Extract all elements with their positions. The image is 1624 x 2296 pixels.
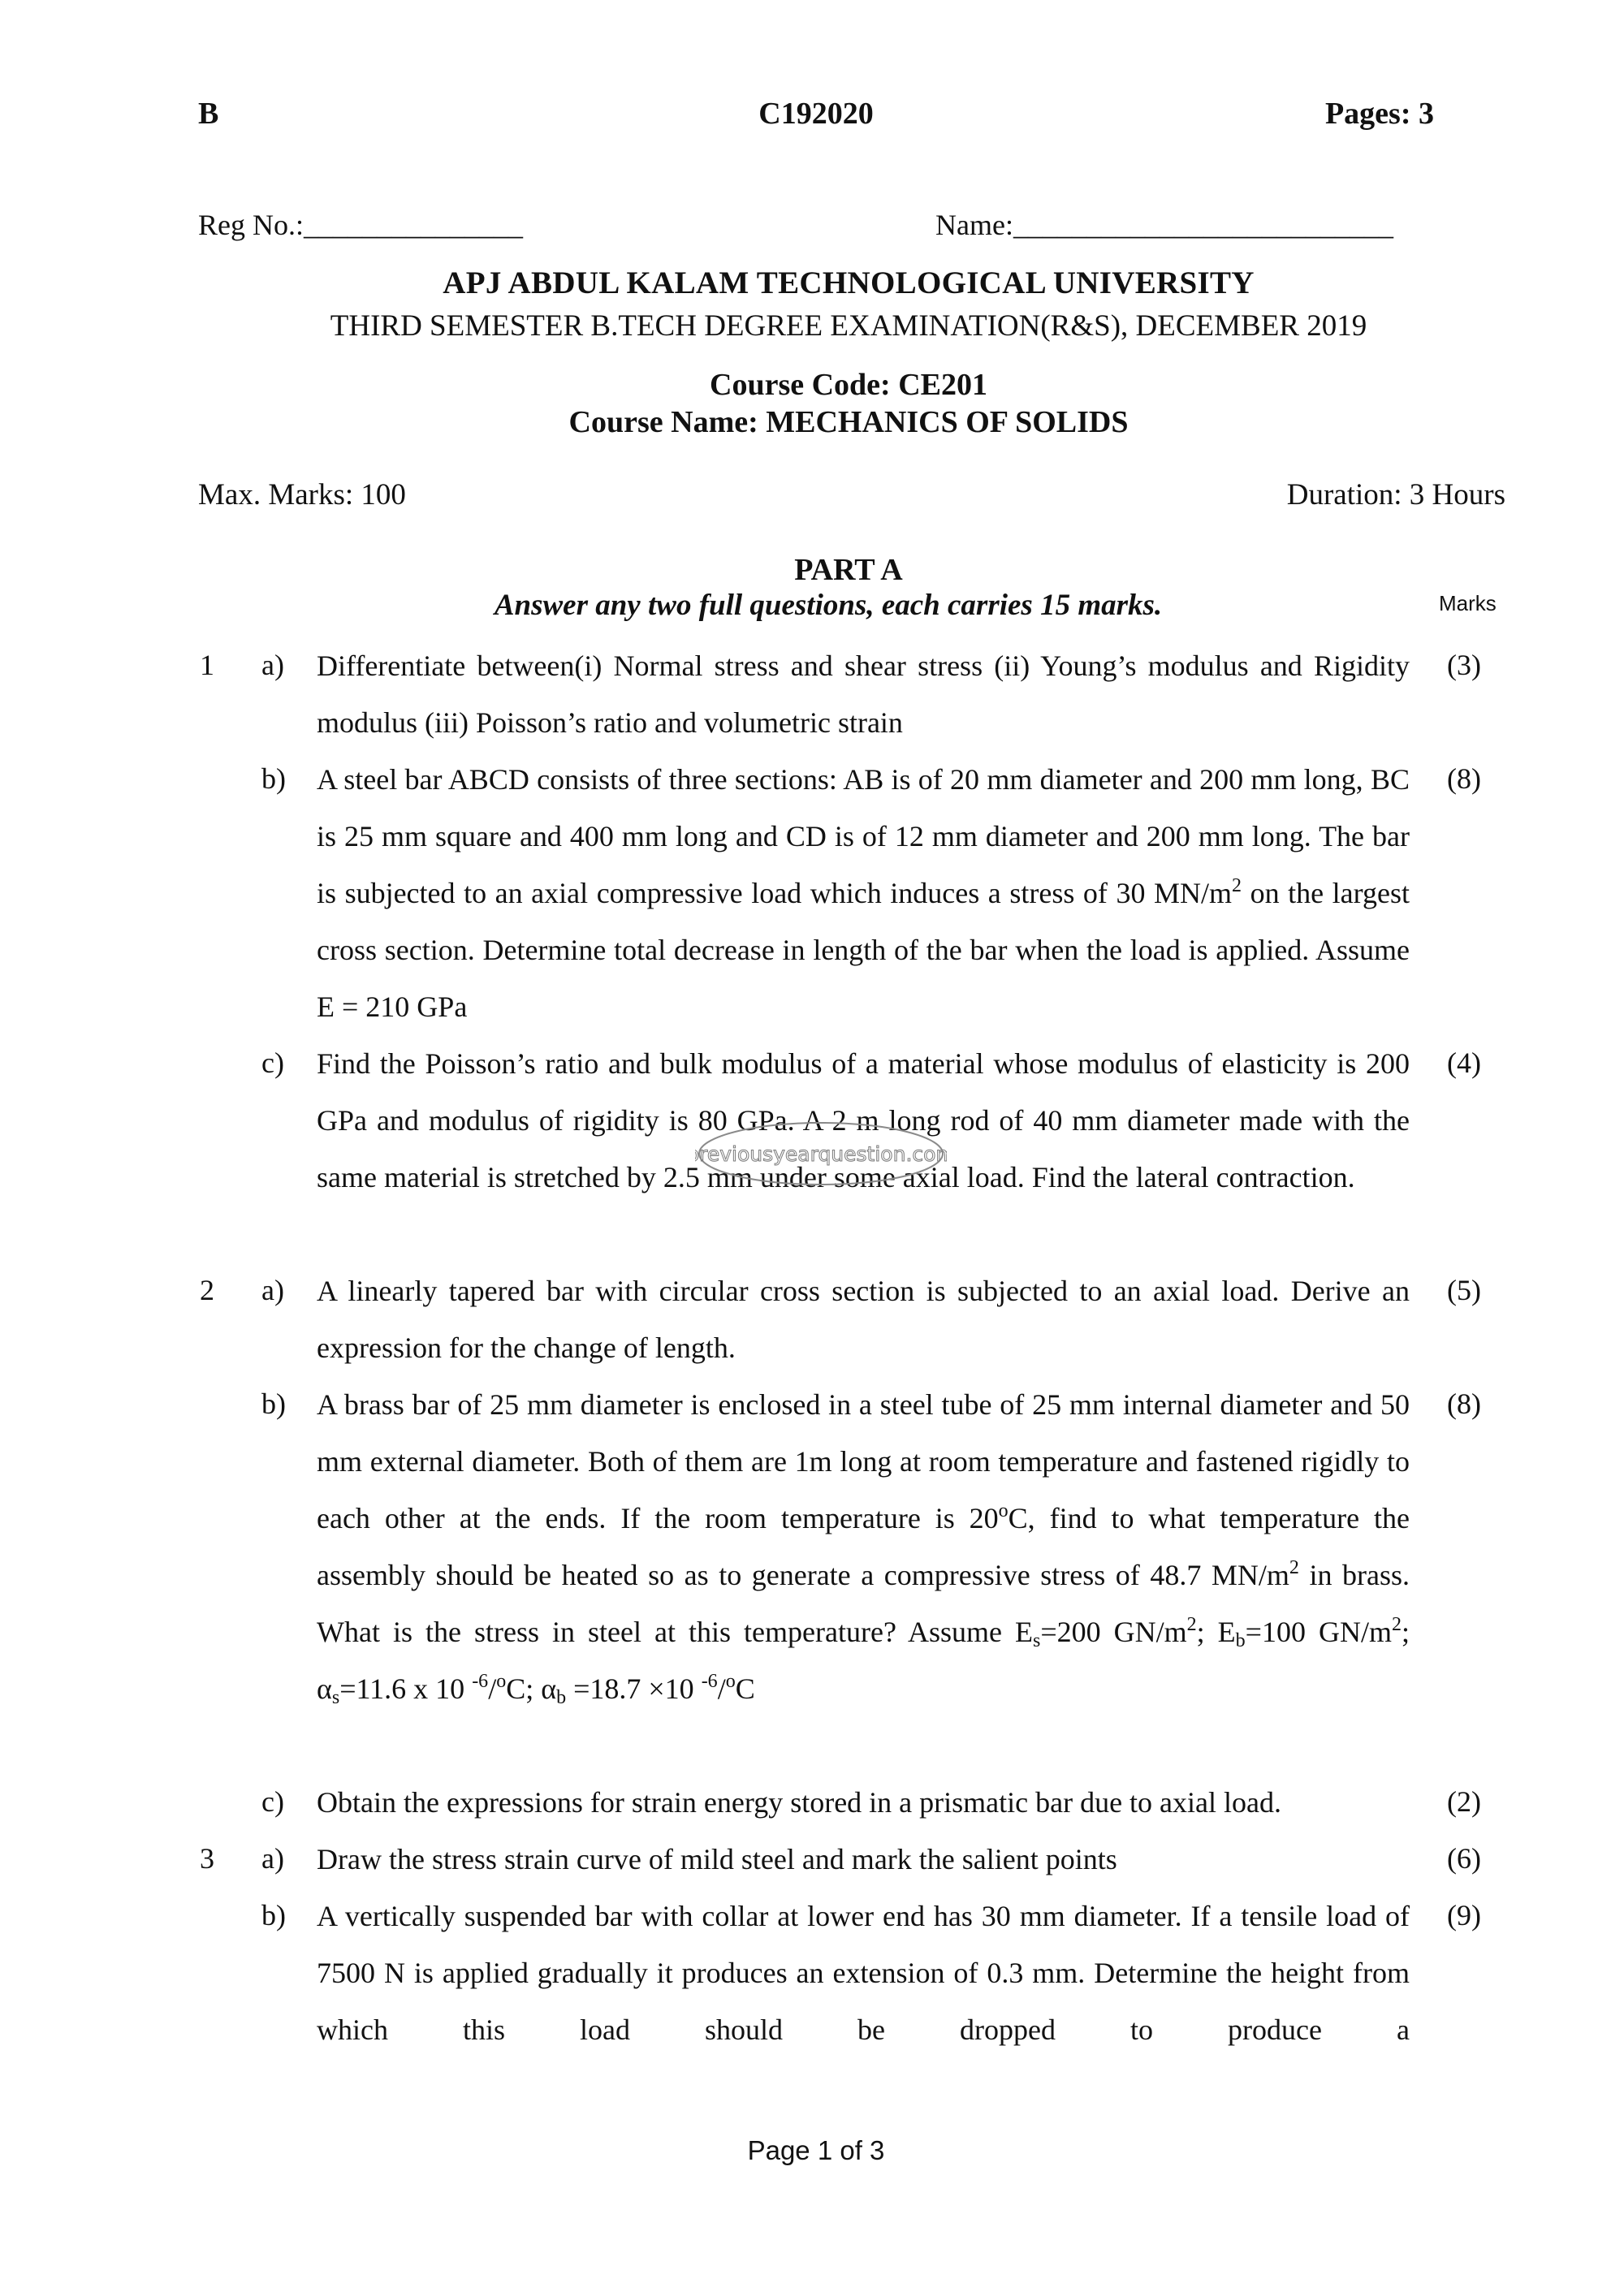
part-instruction: Answer any two full questions, each carries 15 marks.: [494, 589, 1163, 622]
page-footer: Page 1 of 3: [747, 2135, 885, 2165]
paper-code: C192020: [758, 97, 874, 131]
max-marks: Max. Marks: 100: [198, 478, 406, 511]
question-marks: (5): [1447, 1274, 1481, 1306]
watermark-logo: [695, 1117, 947, 1190]
part-title: PART A: [794, 553, 903, 587]
page-count: Pages: 3: [1324, 97, 1434, 131]
subquestion-letter: c): [261, 1785, 284, 1818]
question-number: 1: [200, 649, 214, 681]
reg-no-field: Reg No.:_______________: [198, 209, 523, 241]
course-code: Course Code: CE201: [710, 368, 987, 402]
question-text: Draw the stress strain curve of mild steel and mark the salient points: [317, 1843, 1117, 1875]
question-marks: (6): [1447, 1842, 1481, 1875]
paper-set: B: [198, 97, 219, 131]
question-text: Obtain the expressions for strain energy stored in a prismatic bar due to axial load.: [317, 1786, 1281, 1819]
exam-title: THIRD SEMESTER B.TECH DEGREE EXAMINATION(R&S), DECEMBER 2019: [330, 309, 1367, 343]
question-text: A linearly tapered bar with circular cross section is subjected to an axial load. Derive an expression for the change of length.: [317, 1275, 1410, 1364]
question-text: A brass bar of 25 mm diameter is enclosed in a steel tube of 25 mm internal diameter and 50 mm external diameter. Both of them are 1m long at room temperature and fastened rigidly to each other at the ends. If the room temperature is 20$^o$C, find to what temperature the assembly should be heated so as to generate a compressive stress of 48.7 $MN/m^2$ in brass. What is the stress in steel at this temperature? Assume $E_s=200$ $GN/m^2$; $E_b=100$ $GN/m^2$; $\alpha_s=11.6$ x 10 $^{-6}$/$^o$C; $\alpha_b =18.7 \times 10$ $^{-6}$/$^o$C: [317, 1388, 1410, 1708]
duration: Duration: 3 Hours: [1286, 478, 1505, 511]
subquestion-letter: b): [261, 1899, 286, 1931]
question-number: 2: [200, 1274, 214, 1306]
question-text: Differentiate between(i) Normal stress and shear stress (ii) Young’s modulus and Rigidity modulus (iii) Poisson’s ratio and volumetric strain: [317, 650, 1410, 739]
question-marks: (9): [1447, 1899, 1481, 1931]
question-marks: (3): [1447, 649, 1481, 681]
question-text: Find the Poisson’s ratio and bulk modulus of a material whose modulus of elasticity is 200 GPa and modulus of rigidity is 80 GPa. A 2 m long rod of 40 mm diameter made with the same material is stretched by 2.5 mm under some axial load. Find the lateral contraction.: [317, 1047, 1410, 1193]
question-marks: (4): [1447, 1047, 1481, 1079]
watermark-text: previousyearquestion.com: [695, 1142, 947, 1166]
course-name: Course Name: MECHANICS OF SOLIDS: [568, 405, 1129, 439]
subquestion-letter: a): [261, 1842, 284, 1875]
marks-column-header: Marks: [1439, 591, 1497, 615]
subquestion-letter: a): [261, 1274, 284, 1306]
question-number: 3: [200, 1842, 214, 1875]
question-marks: (2): [1447, 1785, 1481, 1818]
subquestion-letter: b): [261, 762, 286, 795]
question-marks: (8): [1447, 762, 1481, 795]
subquestion-letter: a): [261, 649, 284, 681]
name-field: Name:__________________________: [935, 209, 1393, 241]
university-title: APJ ABDUL KALAM TECHNOLOGICAL UNIVERSITY: [443, 265, 1255, 300]
question-text: A vertically suspended bar with collar at lower end has 30 mm diameter. If a tensile load of 7500 N is applied gradually it produces an extension of 0.3 mm. Determine the height from which this load should be dropped to produce a: [317, 1900, 1410, 2046]
question-text: A steel bar ABCD consists of three sections: AB is of 20 mm diameter and 200 mm long, BC is 25 mm square and 400 mm long and CD is of 12 mm diameter and 200 mm long. The bar is subjected to an axial compressive load which induces a stress of 30 $MN/m^2$ on the largest cross section. Determine total decrease in length of the bar when the load is applied. Assume E = 210 GPa: [317, 763, 1410, 1023]
subquestion-letter: b): [261, 1388, 286, 1420]
question-marks: (8): [1447, 1388, 1481, 1420]
subquestion-letter: c): [261, 1047, 284, 1079]
